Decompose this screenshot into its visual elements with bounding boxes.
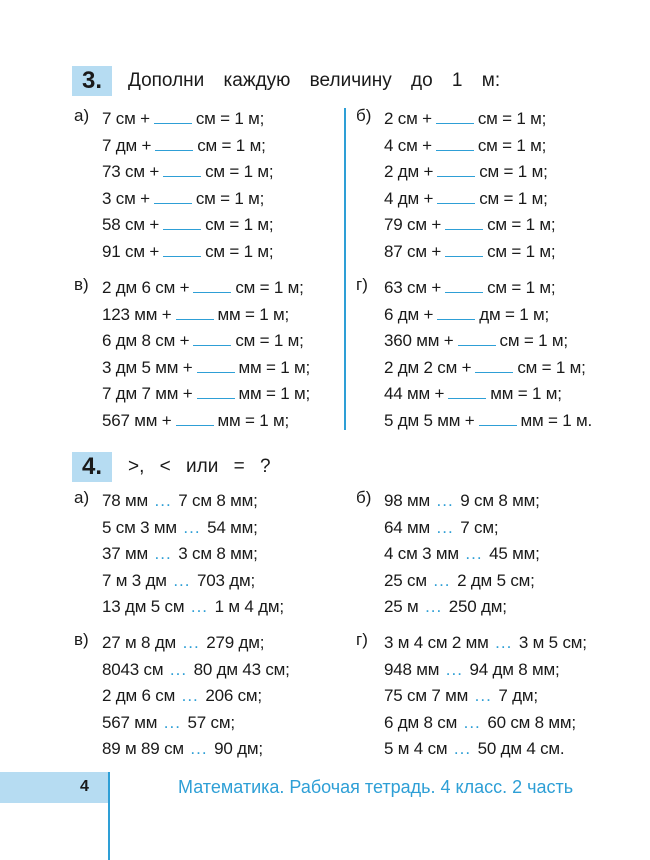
expression-right: 7 см 8 мм;	[178, 491, 258, 510]
page-number: 4	[80, 778, 89, 795]
exercise-line	[102, 594, 284, 621]
column-label: а)	[74, 106, 90, 125]
expression-right: см = 1 м;	[487, 278, 556, 297]
task-4-column-a	[74, 488, 284, 621]
exercise-line	[102, 275, 310, 302]
expression-left: 7 м 3 дм	[102, 570, 167, 590]
exercise-line	[384, 212, 555, 239]
answer-blank[interactable]	[197, 358, 235, 373]
comparison-dots: ...	[183, 517, 201, 537]
expression-left: 75 см 7 мм	[384, 686, 469, 705]
expression-left: 6 дм +	[384, 304, 434, 324]
answer-blank[interactable]	[458, 331, 496, 346]
expression-left: 2 дм 6 см +	[102, 278, 190, 297]
task-4-column-b	[356, 488, 540, 621]
comparison-dots: ...	[182, 633, 200, 652]
comparison-dots: ...	[173, 570, 191, 590]
answer-blank[interactable]	[163, 242, 201, 257]
column-label: а)	[74, 488, 90, 507]
exercise-line	[102, 710, 290, 737]
expression-left: 58 см +	[102, 215, 160, 234]
expression-right: 7 см;	[460, 517, 499, 537]
expression-right: 2 дм 5 см;	[457, 570, 535, 590]
expression-left: 5 м 4 см	[384, 739, 448, 758]
exercise-line	[384, 381, 592, 408]
exercise-line	[102, 302, 310, 329]
answer-blank[interactable]	[445, 242, 483, 257]
comparison-dots: ...	[436, 517, 454, 537]
expression-right: 50 дм 4 см.	[477, 739, 565, 758]
exercise-line	[384, 186, 555, 213]
exercise-list	[384, 106, 555, 265]
answer-blank[interactable]	[155, 136, 193, 151]
column-label: в)	[74, 630, 89, 649]
answer-blank[interactable]	[475, 358, 513, 373]
exercise-line	[384, 594, 540, 621]
answer-blank[interactable]	[448, 384, 486, 399]
task-4-column-g	[356, 630, 587, 763]
expression-right: 60 см 8 мм;	[487, 712, 576, 732]
expression-right: см = 1 м;	[197, 135, 266, 155]
answer-blank[interactable]	[445, 215, 483, 230]
expression-right: дм = 1 м;	[479, 304, 550, 324]
expression-right: мм = 1 м;	[217, 304, 290, 324]
expression-right: см = 1 м;	[517, 357, 586, 377]
exercise-line	[384, 355, 592, 382]
exercise-list	[102, 275, 310, 434]
exercise-line	[384, 275, 592, 302]
margin-line	[108, 772, 110, 860]
task-3-header	[72, 66, 500, 96]
exercise-line	[102, 355, 310, 382]
expression-right: 9 см 8 мм;	[460, 491, 540, 510]
answer-blank[interactable]	[445, 278, 483, 293]
expression-right: мм = 1 м;	[238, 384, 311, 403]
task-3-number: 3.	[72, 66, 112, 96]
expression-left: 3 м 4 см 2 мм	[384, 633, 489, 652]
expression-left: 73 см +	[102, 162, 160, 181]
expression-right: 80 дм 43 см;	[193, 659, 290, 679]
comparison-dots: ...	[436, 491, 454, 510]
expression-left: 78 мм	[102, 491, 149, 510]
expression-right: 3 м 5 см;	[518, 633, 587, 652]
expression-left: 27 м 8 дм	[102, 633, 177, 652]
exercise-list	[384, 630, 587, 763]
answer-blank[interactable]	[437, 189, 475, 204]
answer-blank[interactable]	[197, 384, 235, 399]
comparison-dots: ...	[465, 544, 483, 563]
answer-blank[interactable]	[193, 331, 231, 346]
exercise-line	[384, 133, 555, 160]
column-label: г)	[356, 275, 368, 294]
task-3-column-b	[356, 106, 555, 265]
exercise-line	[384, 630, 587, 657]
expression-right: мм = 1 м;	[217, 410, 290, 430]
task-4-instruction: >, < или = ?	[128, 456, 271, 477]
exercise-line	[102, 133, 273, 160]
expression-left: 63 см +	[384, 278, 442, 297]
expression-left: 3 см +	[102, 188, 150, 208]
exercise-line	[102, 630, 290, 657]
task-3-column-v	[74, 275, 310, 434]
comparison-dots: ...	[190, 739, 208, 758]
expression-right: см = 1 м;	[479, 188, 548, 208]
exercise-list	[384, 275, 592, 434]
comparison-dots: ...	[154, 491, 172, 510]
comparison-dots: ...	[453, 739, 472, 758]
answer-blank[interactable]	[154, 109, 192, 124]
expression-right: см = 1 м;	[205, 215, 274, 234]
expression-left: 6 дм 8 см +	[102, 331, 190, 350]
expression-left: 7 дм +	[102, 135, 152, 155]
expression-right: см = 1 м;	[195, 109, 265, 128]
exercise-list	[384, 488, 540, 621]
expression-right: см = 1 м;	[235, 331, 304, 350]
exercise-line	[384, 106, 555, 133]
expression-right: см = 1 м;	[477, 135, 547, 155]
task-4-header	[72, 452, 271, 482]
expression-right: см = 1 м;	[487, 215, 556, 234]
expression-right: мм = 1 м;	[490, 384, 562, 403]
expression-right: см = 1 м;	[195, 188, 265, 208]
book-title: Математика. Рабочая тетрадь. 4 класс. 2 часть	[178, 777, 574, 797]
answer-blank[interactable]	[154, 189, 192, 204]
expression-left: 360 мм +	[384, 331, 454, 350]
task-3-column-g	[356, 275, 592, 434]
answer-blank[interactable]	[437, 305, 475, 320]
expression-right: 45 мм;	[489, 544, 540, 563]
exercise-line	[384, 541, 540, 568]
expression-right: см = 1 м;	[205, 162, 274, 181]
expression-right: см = 1 м;	[235, 278, 304, 297]
expression-right: см = 1 м;	[205, 241, 274, 261]
task-3-instruction: Дополни каждую величину до 1 м:	[128, 70, 501, 91]
exercise-line	[384, 408, 592, 435]
exercise-line	[102, 488, 284, 515]
exercise-line	[384, 302, 592, 329]
expression-left: 89 м 89 см	[102, 739, 184, 758]
answer-blank[interactable]	[437, 162, 475, 177]
exercise-line	[102, 106, 273, 133]
exercise-line	[102, 515, 284, 542]
exercise-line	[102, 541, 284, 568]
exercise-line	[384, 515, 540, 542]
page-number-bar	[0, 772, 110, 803]
expression-left: 7 дм 7 мм +	[102, 384, 193, 403]
exercise-line	[102, 159, 273, 186]
answer-blank[interactable]	[176, 305, 214, 320]
exercise-line	[384, 159, 555, 186]
expression-right: см = 1 м;	[499, 331, 568, 350]
expression-left: 948 мм	[384, 659, 440, 679]
column-label: б)	[356, 106, 372, 125]
expression-right: 279 дм;	[206, 633, 265, 652]
expression-left: 6 дм 8 см	[384, 712, 458, 732]
exercise-line	[384, 488, 540, 515]
expression-right: 1 м 4 дм;	[214, 597, 284, 616]
expression-right: 206 см;	[205, 686, 262, 705]
expression-right: 94 дм 8 мм;	[469, 659, 560, 679]
expression-left: 7 см +	[102, 109, 150, 128]
expression-left: 64 мм	[384, 517, 431, 537]
column-label: б)	[356, 488, 372, 507]
comparison-dots: ...	[463, 712, 481, 732]
exercise-line	[102, 736, 290, 763]
expression-left: 4 дм +	[384, 188, 434, 208]
expression-left: 2 дм 6 см	[102, 686, 176, 705]
exercise-line	[384, 736, 587, 763]
expression-left: 2 дм 2 см +	[384, 357, 472, 377]
exercise-line	[102, 186, 273, 213]
comparison-dots: ...	[169, 659, 188, 679]
comparison-dots: ...	[495, 633, 513, 652]
expression-left: 567 мм +	[102, 410, 172, 430]
exercise-line	[102, 408, 310, 435]
comparison-dots: ...	[163, 712, 181, 732]
expression-right: мм = 1 м;	[238, 357, 311, 377]
answer-blank[interactable]	[436, 109, 474, 124]
answer-blank[interactable]	[176, 411, 214, 426]
exercise-line	[102, 328, 310, 355]
expression-left: 44 мм +	[384, 384, 445, 403]
expression-left: 13 дм 5 см	[102, 597, 185, 616]
expression-right: см = 1 м;	[487, 241, 556, 261]
expression-left: 4 см 3 мм	[384, 544, 459, 563]
expression-right: 703 дм;	[197, 570, 256, 590]
answer-blank[interactable]	[163, 162, 201, 177]
expression-left: 79 см +	[384, 215, 442, 234]
expression-right: 3 см 8 мм;	[178, 544, 258, 563]
expression-left: 8043 см	[102, 659, 164, 679]
exercise-line	[384, 657, 587, 684]
expression-left: 567 мм	[102, 712, 158, 732]
expression-left: 91 см +	[102, 241, 160, 261]
task-3-column-a	[74, 106, 273, 265]
comparison-dots: ...	[154, 544, 172, 563]
expression-right: 57 см;	[187, 712, 235, 732]
expression-right: см = 1 м;	[479, 162, 548, 181]
answer-blank[interactable]	[193, 278, 231, 293]
exercise-line	[384, 683, 587, 710]
expression-left: 3 дм 5 мм +	[102, 357, 193, 377]
expression-left: 37 мм	[102, 544, 149, 563]
expression-right: 250 дм;	[448, 597, 507, 616]
exercise-line	[384, 239, 555, 266]
expression-left: 5 дм 5 мм +	[384, 410, 475, 430]
answer-blank[interactable]	[163, 215, 201, 230]
exercise-line	[384, 568, 540, 595]
expression-left: 123 мм +	[102, 304, 172, 324]
exercise-list	[102, 630, 290, 763]
expression-left: 87 см +	[384, 241, 442, 261]
expression-left: 5 см 3 мм	[102, 517, 177, 537]
exercise-line	[102, 683, 290, 710]
expression-left: 98 мм	[384, 491, 431, 510]
exercise-line	[102, 381, 310, 408]
task-4-number: 4.	[72, 452, 112, 482]
answer-blank[interactable]	[479, 411, 517, 426]
column-divider	[344, 108, 346, 430]
exercise-line	[102, 568, 284, 595]
expression-right: 90 дм;	[214, 739, 263, 758]
column-label: г)	[356, 630, 368, 649]
exercise-line	[102, 212, 273, 239]
comparison-dots: ...	[445, 659, 463, 679]
expression-right: 7 дм;	[498, 686, 538, 705]
expression-left: 25 м	[384, 597, 419, 616]
column-label: в)	[74, 275, 89, 294]
exercise-line	[102, 239, 273, 266]
comparison-dots: ...	[190, 597, 209, 616]
comparison-dots: ...	[181, 686, 199, 705]
expression-left: 25 см	[384, 570, 427, 590]
exercise-list	[102, 106, 273, 265]
comparison-dots: ...	[425, 597, 443, 616]
exercise-line	[384, 328, 592, 355]
expression-right: 54 мм;	[207, 517, 258, 537]
expression-left: 2 см +	[384, 109, 432, 128]
expression-right: см = 1 м;	[477, 109, 547, 128]
exercise-line	[102, 657, 290, 684]
answer-blank[interactable]	[436, 136, 474, 151]
exercise-list	[102, 488, 284, 621]
task-4-column-v	[74, 630, 290, 763]
exercise-line	[384, 710, 587, 737]
expression-right: мм = 1 м.	[520, 410, 593, 430]
expression-left: 2 дм +	[384, 162, 434, 181]
comparison-dots: ...	[433, 570, 451, 590]
comparison-dots: ...	[474, 686, 492, 705]
expression-left: 4 см +	[384, 135, 432, 155]
